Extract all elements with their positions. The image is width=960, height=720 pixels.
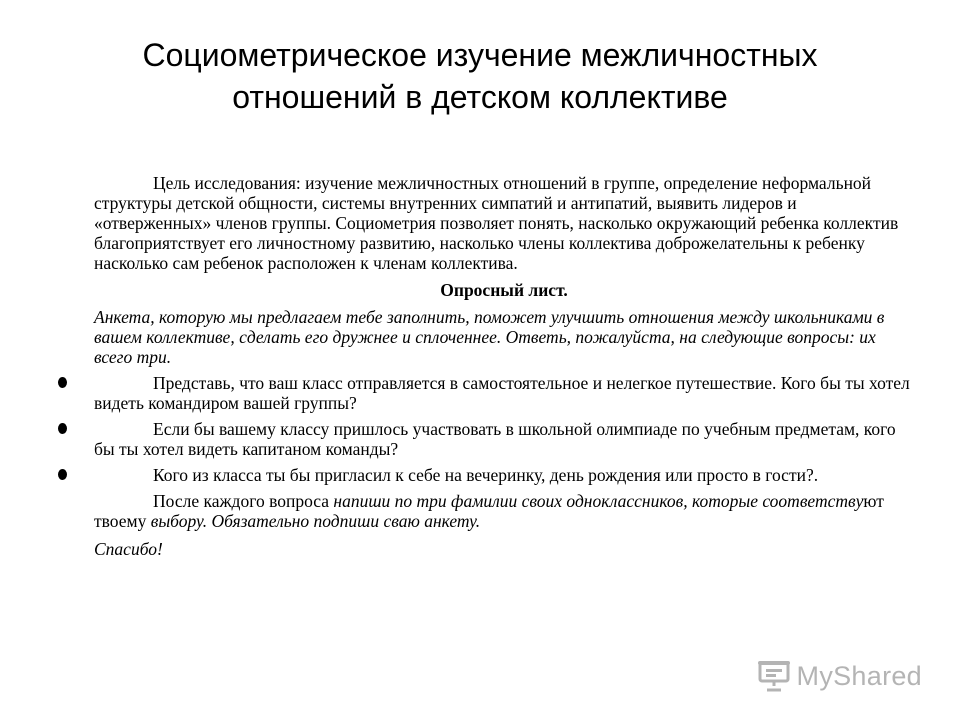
thanks-text: Спасибо! [94, 539, 163, 559]
projector-screen-icon [757, 660, 791, 692]
goal-paragraph: Цель исследования: изучение межличностных отношений в группе, определение неформальной структуры детской общности, системы внутренних симпатий и антипатий, выявить лидеров и «отверженных» членов группы. Социометрия позволяет понять, насколько окружающий ребенка коллектив благоприятствует его личностному развитию, насколько члены коллектива доброжелательны к ребенку насколько сам ребенок расположен к членам коллектива. [94, 173, 899, 273]
instruction-part-4: выбору. Обязательно подпиши сваю анкету. [150, 511, 481, 531]
questionnaire-heading: Опросный лист. [440, 280, 568, 300]
slide-body [94, 173, 914, 559]
instruction-part-3: ют твоему [94, 491, 884, 531]
question-item-3 [94, 465, 914, 485]
question-item-1 [94, 373, 914, 413]
bullet-icon [58, 377, 67, 388]
instruction-paragraph [94, 491, 914, 531]
question-text: Представь, что ваш класс отправляется в самостоятельное и нелегкое путешествие. Кого бы ты хотел видеть командиром вашей группы? [94, 373, 910, 413]
slide-title [60, 34, 900, 118]
bullet-icon [58, 469, 67, 480]
bullet-icon [58, 423, 67, 434]
question-item-2 [94, 419, 914, 459]
title-line-2: отношений в детском коллективе [232, 79, 728, 115]
watermark-text: MyShared [796, 660, 922, 691]
instruction-part-2: напиши по три фамилии своих одноклассников, которые соответству [333, 491, 864, 511]
title-line-1: Социометрическое изучение межличностных [142, 37, 818, 73]
question-text: Кого из класса ты бы пригласил к себе на вечеринку, день рождения или просто в гости?. [153, 465, 819, 485]
watermark [757, 660, 922, 692]
instruction-part-1: После каждого вопроса [153, 491, 334, 511]
intro-paragraph: Анкета, которую мы предлагаем тебе заполнить, поможет улучшить отношения между школьниками в вашем коллективе, сделать его дружнее и сплоченнее. Ответь, пожалуйста, на следующие вопросы: их всего три. [94, 307, 885, 367]
question-text: Если бы вашему классу пришлось участвовать в школьной олимпиаде по учебным предметам, кого бы ты хотел видеть капитаном команды? [94, 419, 896, 459]
